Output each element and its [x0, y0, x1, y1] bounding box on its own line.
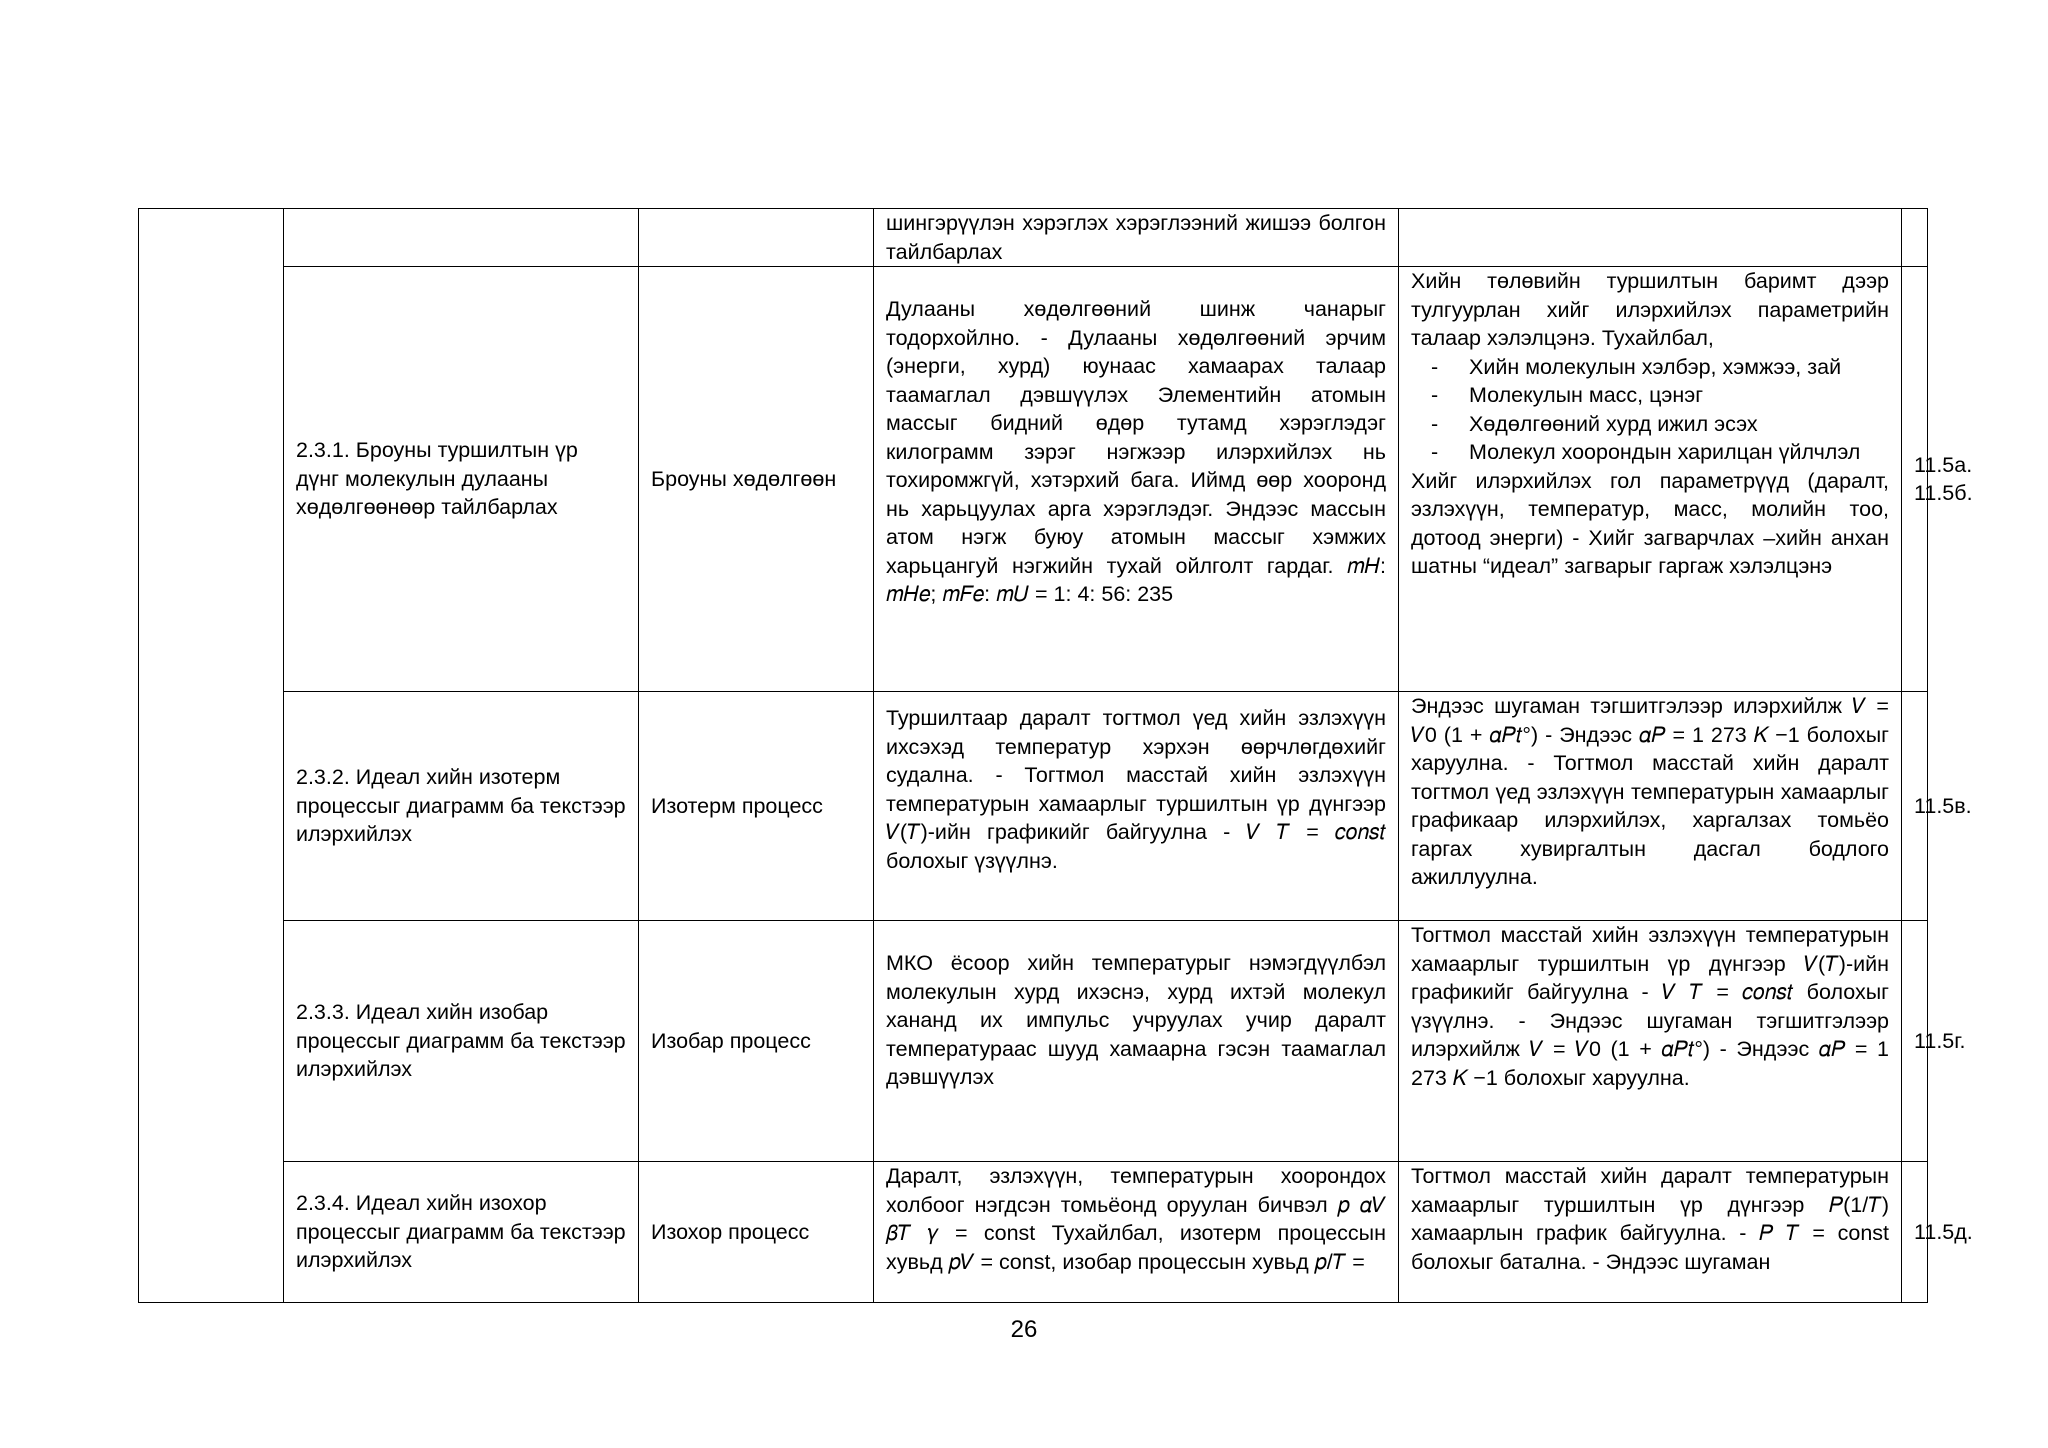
objective-cell	[284, 209, 639, 267]
assessment-cell: Тогтмол масстай хийн эзлэхүүн температурын хамаарлыг туршилтын үр дүнгээр 𝑉(𝑇)-ийн графикийг байгуулна - 𝑉 𝑇 = 𝑐𝑜𝑛𝑠𝑡 болохыг үзүүлнэ. - Эндээс шугаман тэгшитгэлээр илэрхийлж 𝑉 = 𝑉0 (1 + 𝛼𝑃𝑡°) - Эндээс 𝛼𝑃 = 1 273 𝐾 −1 болохыг харуулна.	[1399, 921, 1902, 1162]
unit-cell	[139, 209, 284, 1303]
assessment-outro: Хийг илэрхийлэх гол параметрүүд (даралт, эзлэхүүн, температур, масс, молийн тоо, дотоод энерги) - Хийг загварчлах –хийн анхан шатны “идеал” загварыг гаргаж хэлэлцэнэ	[1411, 468, 1889, 578]
assessment-cell: Эндээс шугаман тэгшитгэлээр илэрхийлж 𝑉 = 𝑉0 (1 + 𝛼𝑃𝑡°) - Эндээс 𝛼𝑃 = 1 273 𝐾 −1 болохыг харуулна. - Тогтмол масстай хийн даралт тогтмол үед эзлэхүүн температурын хамаарлыг графикаар илэрхийлэх, харгалзах томьёо гаргах хувиргалтын дасгал бодлого ажиллуулна.	[1399, 692, 1902, 921]
list-item: - Хийн молекулын хэлбэр, хэмжээ, зай	[1431, 353, 1889, 382]
table-row	[139, 692, 1928, 921]
assessment-cell	[1399, 209, 1902, 267]
topic-cell	[639, 209, 874, 267]
objective-cell: 2.3.4. Идеал хийн изохор процессыг диаграмм ба текстээр илэрхийлэх	[284, 1162, 639, 1303]
code-cell	[1902, 267, 1973, 692]
activity-text: Туршилтаар даралт тогтмол үед хийн эзлэхүүн ихсэхэд температур хэрхэн өөрчлөгдөхийг судална. - Тогтмол масстай хийн эзлэхүүн температурын хамаарлыг туршилтын үр дүнгээр 𝑉(𝑇)-ийн графикийг байгуулна - 𝑉 𝑇 = 𝑐𝑜𝑛𝑠𝑡 болохыг үзүүлнэ.	[886, 706, 1386, 873]
activity-cell	[874, 921, 1399, 1162]
assessment-cell	[1399, 267, 1902, 692]
topic-cell: Броуны хөдөлгөөн	[639, 267, 874, 692]
activity-cell: Даралт, эзлэхүүн, температурын хоорондох холбоог нэгдсэн томьёонд оруулан бичвэл 𝑝 𝛼𝑉 𝛽𝑇 𝛾 = const Тухайлбал, изотерм процессын хувьд 𝑝𝑉 = const, изобар процессын хувьд 𝑝/𝑇 =	[874, 1162, 1399, 1303]
objective-cell: 2.3.1. Броуны туршилтын үр дүнг молекулын дулааны хөдөлгөөнөөр тайлбарлах	[284, 267, 639, 692]
code-cell	[1902, 692, 1972, 921]
activity-cell	[874, 692, 1399, 921]
objective-cell: 2.3.2. Идеал хийн изотерм процессыг диаграмм ба текстээр илэрхийлэх	[284, 692, 639, 921]
table-row	[139, 209, 1928, 267]
code-label: 11.5д.	[1914, 1219, 1973, 1244]
curriculum-table	[138, 208, 1973, 1303]
activity-text: МКО ёсоор хийн температурыг нэмэгдүүлбэл молекулын хурд ихэснэ, хурд ихтэй молекул хананд их импульс учруулах учир даралт температураас шууд хамаарна гэсэн таамаглал дэвшүүлэх	[886, 951, 1386, 1089]
list-item: - Молекул хоорондын харилцан үйлчлэл	[1431, 438, 1889, 467]
topic-cell: Изохор процесс	[639, 1162, 874, 1303]
code-label: 11.5в.	[1914, 793, 1972, 818]
code-label: 11.5а.	[1914, 452, 1973, 477]
table-row	[139, 1162, 1928, 1303]
assessment-cell: Тогтмол масстай хийн даралт температурын хамаарлыг туршилтын үр дүнгээр 𝑃(1/𝑇) хамаарлын график байгуулна. - 𝑃 𝑇 = const болохыг батална. - Эндээс шугаман	[1399, 1162, 1902, 1303]
activity-cell: шингэрүүлэн хэрэглэх хэрэглээний жишээ болгон тайлбарлах	[874, 209, 1399, 267]
code-cell	[1902, 209, 1928, 267]
topic-cell: Изобар процесс	[639, 921, 874, 1162]
code-cell	[1902, 921, 1966, 1162]
assessment-list	[1411, 353, 1889, 467]
topic-cell: Изотерм процесс	[639, 692, 874, 921]
activity-text: Дулааны хөдөлгөөний шинж чанарыг тодорхойлно. - Дулааны хөдөлгөөний эрчим (энерги, хурд) юунаас хамаарах талаар таамаглал дэвшүүлэх Элементийн атомын массыг бидний өдөр тутамд хэрэглэдэг килограмм зэрэг нэгжээр илэрхийлэх нь тохиромжгүй, хэтэрхий бага. Иймд өөр хооронд нь харьцуулах арга хэрэглэдэг. Эндээс массын атом нэгж буюу атомын массыг хэмжих харьцангуй нэгжийн тухай ойлголт гардаг. 𝑚𝐻: 𝑚𝐻𝑒; 𝑚𝐹𝑒: 𝑚𝑈 = 1: 4: 56: 235	[886, 297, 1386, 606]
page-number: 26	[1010, 1316, 1038, 1343]
list-item: - Молекулын масс, цэнэг	[1431, 381, 1889, 410]
table-row	[139, 921, 1928, 1162]
code-label: 11.5г.	[1914, 1028, 1966, 1053]
assessment-intro: Хийн төлөвийн туршилтын баримт дээр тулгуурлан хийг илэрхийлэх параметрийн талаар хэлэлцэнэ. Тухайлбал,	[1411, 269, 1889, 350]
code-cell	[1902, 1162, 1973, 1303]
activity-cell	[874, 267, 1399, 692]
code-label: 11.5б.	[1914, 481, 1973, 505]
list-item: - Хөдөлгөөний хурд ижил эсэх	[1431, 410, 1889, 439]
table-row	[139, 267, 1928, 692]
objective-cell: 2.3.3. Идеал хийн изобар процессыг диаграмм ба текстээр илэрхийлэх	[284, 921, 639, 1162]
